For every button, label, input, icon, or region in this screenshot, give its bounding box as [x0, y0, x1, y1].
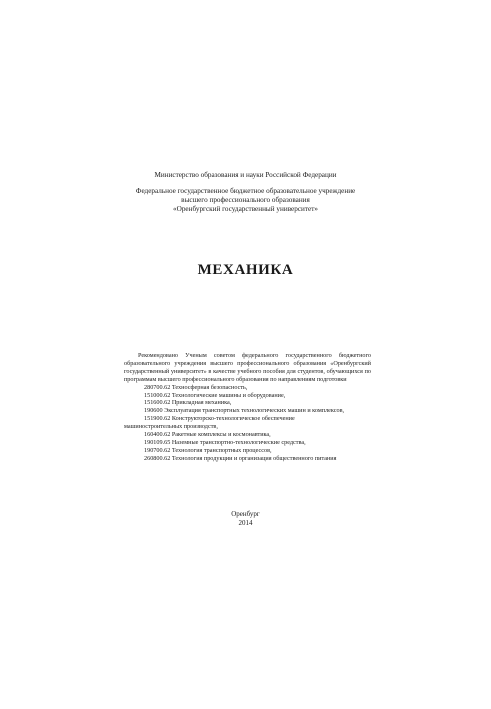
institution-line-1: Федеральное государственное бюджетное образовательное учреждение — [135, 187, 356, 195]
specialty-item: 151000.62 Технологические машины и оборудование, — [144, 391, 286, 399]
document-title: МЕХАНИКА — [197, 262, 294, 278]
specialty-item: 280700.62 Техносферная безопасность, — [144, 383, 248, 391]
ministry-name: Министерство образования и науки Российской Федерации — [154, 171, 337, 179]
specialty-item: 190700.62 Технология транспортных процессов, — [144, 446, 272, 454]
specialty-item: 260800.62 Технология продукции и организация общественного питания — [144, 454, 337, 462]
specialty-item: 160400.62 Ракетные комплексы и космонавтика, — [144, 431, 271, 439]
specialty-item: 190600 Эксплуатация транспортных технологических машин и комплексов, — [144, 407, 345, 415]
recommendation-block — [124, 352, 371, 463]
specialty-item-continuation: машиностроительных производств, — [124, 423, 218, 431]
institution-line-3: «Оренбургский государственный университет» — [173, 205, 318, 213]
recommendation-text: Рекомендовано Ученым советом федерального государственного бюджетного образовательного учреждения высшего профессионального образования «Оренбургский государственный университет» в качестве учебного пособия для студентов, обучающихся по программам высшего профессионального образования по направлениям подготовки — [124, 352, 371, 383]
specialty-item: 190109.65 Наземные транспортно-технологические средства, — [144, 438, 306, 446]
specialty-item: 151900.62 Конструкторско-технологическое обеспечение — [144, 415, 295, 423]
city-name: Оренбург — [231, 510, 260, 518]
specialty-item: 151600.62 Прикладная механика, — [144, 399, 232, 407]
specialty-list — [124, 384, 371, 463]
publication-year: 2014 — [238, 519, 253, 527]
institution-line-2: высшего профессионального образования — [181, 196, 310, 204]
